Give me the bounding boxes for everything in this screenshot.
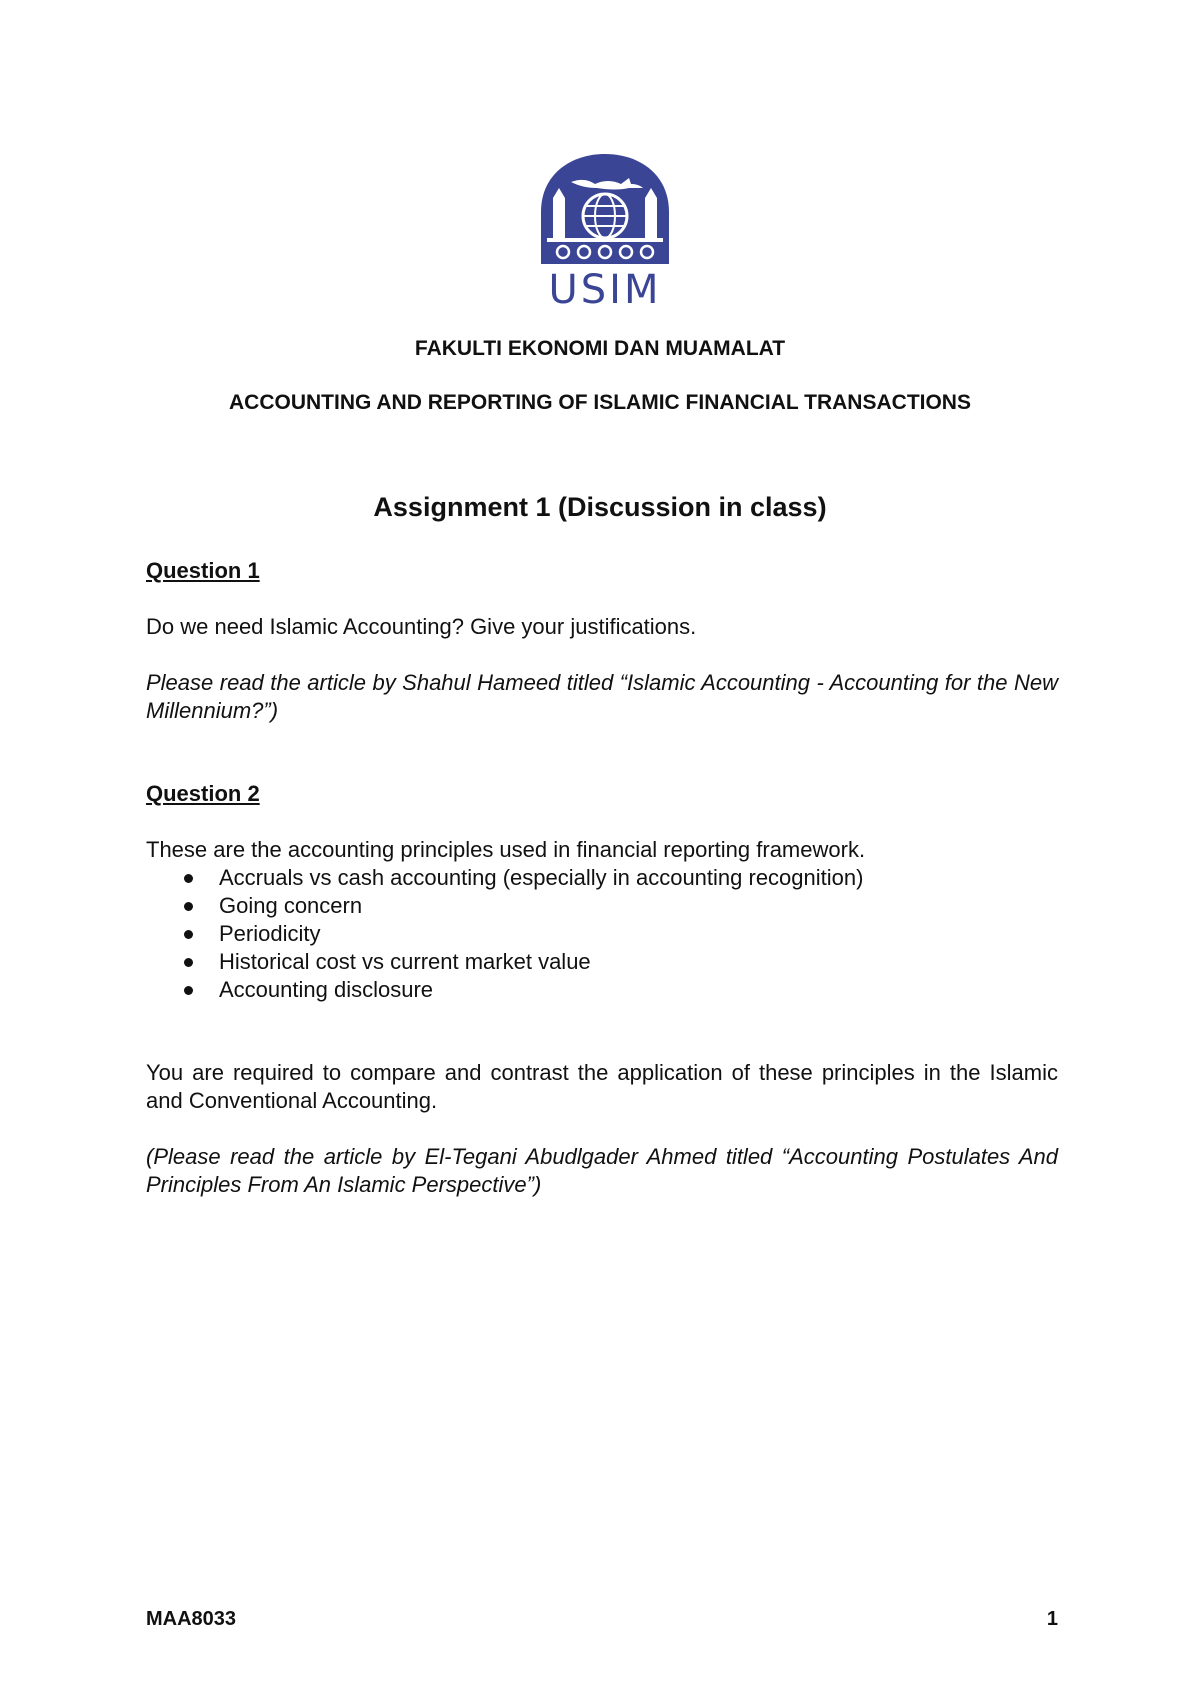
usim-emblem-icon — [537, 152, 673, 268]
logo-wordmark: USIM — [548, 267, 662, 313]
principle-text: Going concern — [219, 893, 363, 918]
principle-text: Periodicity — [219, 921, 321, 946]
course-title: ACCOUNTING AND REPORTING OF ISLAMIC FINANCIAL TRANSACTIONS — [229, 391, 971, 414]
list-item — [146, 864, 1058, 892]
course-code: MAA8033 — [146, 1608, 237, 1630]
usim-logo — [537, 152, 673, 312]
question-2-reading: (Please read the article by El-Tegani Abudlgader Ahmed titled “Accounting Postulates And Principles From An Islamic Perspective”) — [146, 1144, 1058, 1197]
bullet-icon — [184, 874, 193, 883]
question-1-reading: Please read the article by Shahul Hameed titled “Islamic Accounting - Accounting for the New Millennium?”) — [146, 670, 1058, 723]
question-2-task: You are required to compare and contrast the application of these principles in the Islamic and Conventional Accounting. — [146, 1060, 1058, 1113]
question-2-heading: Question 2 — [146, 781, 260, 806]
principle-text: Accounting disclosure — [219, 977, 434, 1002]
assignment-title: Assignment 1 (Discussion in class) — [373, 492, 827, 522]
list-item — [146, 920, 1058, 948]
list-item — [146, 948, 1058, 976]
list-item — [146, 976, 1058, 1004]
principle-text: Historical cost vs current market value — [219, 949, 591, 974]
question-2-intro: These are the accounting principles used in financial reporting framework. — [146, 837, 866, 862]
bullet-icon — [184, 986, 193, 995]
principle-text: Accruals vs cash accounting (especially in accounting recognition) — [219, 865, 864, 890]
bullet-icon — [184, 902, 193, 911]
question-1-heading: Question 1 — [146, 558, 260, 583]
question-1-prompt: Do we need Islamic Accounting? Give your justifications. — [146, 614, 697, 639]
bullet-icon — [184, 930, 193, 939]
principles-list — [146, 864, 1058, 1004]
page-number: 1 — [1046, 1608, 1058, 1630]
list-item — [146, 892, 1058, 920]
bullet-icon — [184, 958, 193, 967]
faculty-name: FAKULTI EKONOMI DAN MUAMALAT — [414, 337, 786, 360]
